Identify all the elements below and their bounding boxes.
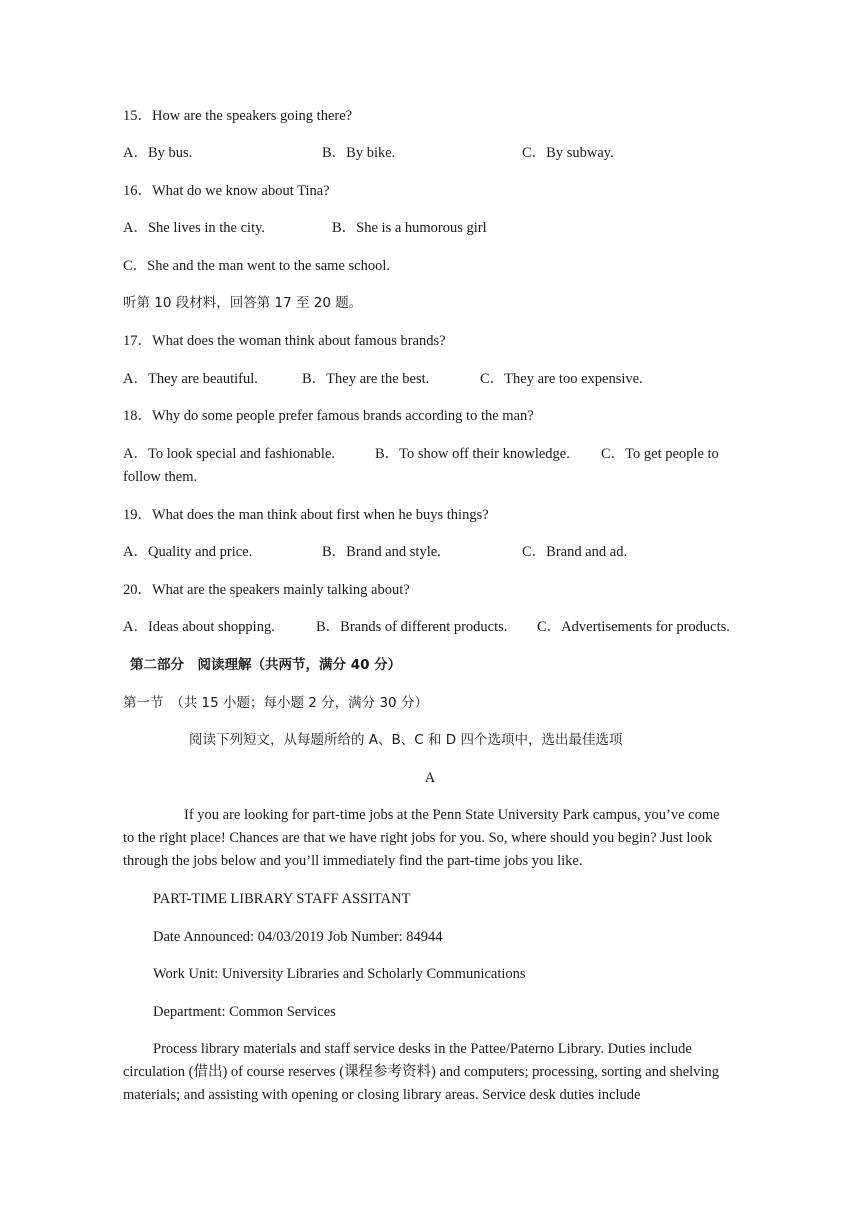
reading-instruction: 阅读下列短文，从每题所给的 A、B、C 和 D 四个选项中，选出最佳选项 xyxy=(189,732,623,748)
question-18-option-c-continued: follow them. xyxy=(123,469,198,485)
passage-intro-paragraph: If you are looking for part-time jobs at the Penn State University Park campus, you’ve come to the right place! Chances are that we have right jobs for you. So, where should you begin? Just look through the jobs below and you’ll immediately find the part-time jobs you like. xyxy=(123,807,720,869)
job-department: Department: Common Services xyxy=(153,1004,336,1020)
question-16-option-c: C．She and the man went to the same school. xyxy=(123,258,390,274)
question-17-option-c: C．They are too expensive. xyxy=(480,371,643,387)
question-20-stem: 20．What are the speakers mainly talking about? xyxy=(123,582,410,598)
part-2-heading: 第二部分 阅读理解（共两节，满分 40 分） xyxy=(130,657,402,673)
question-15-option-c: C．By subway. xyxy=(522,145,614,161)
question-20-option-a: A．Ideas about shopping. xyxy=(123,619,275,635)
question-17-option-b: B．They are the best. xyxy=(302,371,430,387)
question-17-option-a: A．They are beautiful. xyxy=(123,371,258,387)
passage-letter: A xyxy=(424,770,436,786)
question-16-stem: 16．What do we know about Tina? xyxy=(123,183,330,199)
section-1-heading: 第一节 （共 15 小题；每小题 2 分，满分 30 分） xyxy=(123,695,428,711)
question-16-option-b: B．She is a humorous girl xyxy=(332,220,487,236)
question-18-option-c: C．To get people to xyxy=(601,446,719,462)
question-15-option-a: A．By bus. xyxy=(123,145,193,161)
question-15-option-b: B．By bike. xyxy=(322,145,396,161)
question-15-stem: 15．How are the speakers going there? xyxy=(123,108,353,124)
question-16-option-a: A．She lives in the city. xyxy=(123,220,266,236)
question-19-option-b: B．Brand and style. xyxy=(322,544,441,560)
listening-instruction: 听第 10 段材料，回答第 17 至 20 题。 xyxy=(123,295,363,311)
question-17-stem: 17．What does the woman think about famous brands? xyxy=(123,333,446,349)
job-date-number: Date Announced: 04/03/2019 Job Number: 84944 xyxy=(153,929,443,945)
question-18-stem: 18．Why do some people prefer famous brands according to the man? xyxy=(123,408,534,424)
question-18-option-a: A．To look special and fashionable. xyxy=(123,446,335,462)
question-20-option-c: C．Advertisements for products. xyxy=(537,619,730,635)
job-duties-paragraph: Process library materials and staff service desks in the Pattee/Paterno Library. Duties include circulation (借出) of course reserves (课程参考资料) and computers; processing, sorting and shelving materials; and assisting with opening or closing library areas. Service desk duties include xyxy=(123,1041,719,1103)
job-work-unit: Work Unit: University Libraries and Scholarly Communications xyxy=(153,966,526,982)
question-19-option-a: A．Quality and price. xyxy=(123,544,253,560)
question-20-option-b: B．Brands of different products. xyxy=(316,619,508,635)
job-title: PART-TIME LIBRARY STAFF ASSITANT xyxy=(153,891,411,907)
question-19-option-c: C．Brand and ad. xyxy=(522,544,628,560)
question-19-stem: 19．What does the man think about first when he buys things? xyxy=(123,507,489,523)
question-18-option-b: B．To show off their knowledge. xyxy=(375,446,570,462)
